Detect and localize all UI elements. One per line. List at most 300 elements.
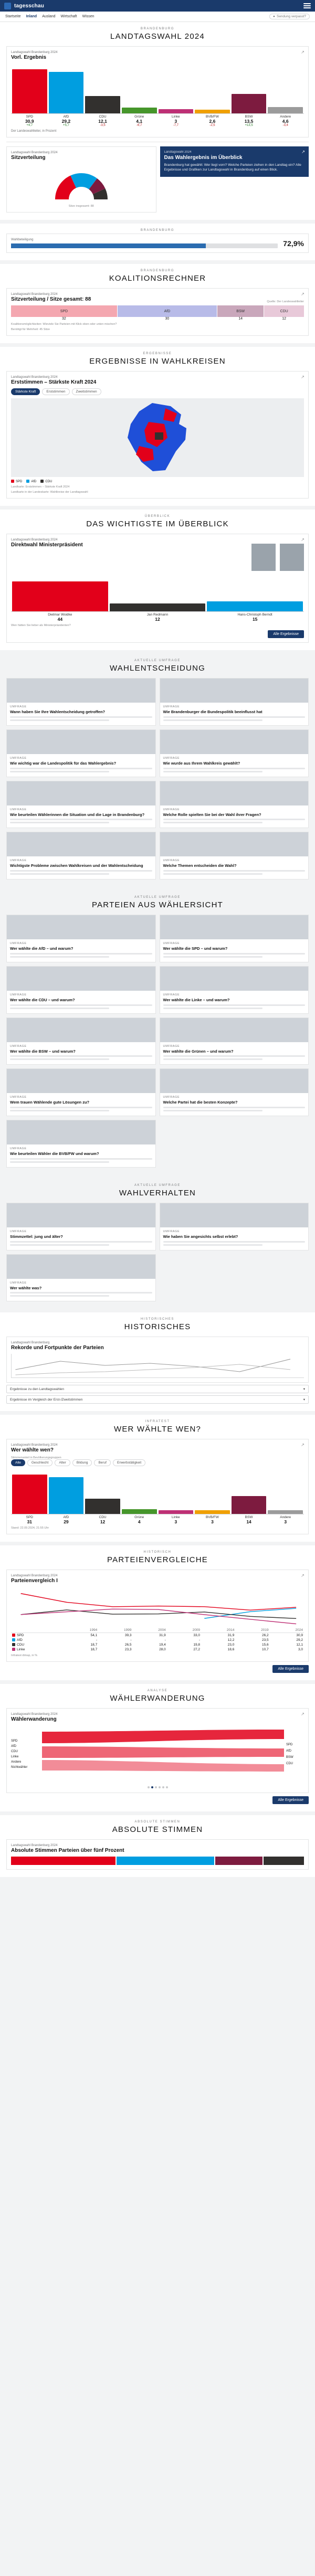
historic-eyebrow: Landtagswahl Brandenburg [11, 1341, 50, 1345]
row-party: SPD [11, 1633, 64, 1638]
teaser-card[interactable] [160, 1203, 309, 1250]
comparison-share-icon[interactable]: ↗ [301, 1573, 304, 1578]
historic-title: HISTORISCHES [124, 1322, 191, 1332]
overview-kicker: ÜBERBLICK [144, 515, 171, 518]
result-card [6, 46, 309, 137]
teaser-image [7, 1120, 155, 1144]
whovoted-card [6, 1439, 309, 1534]
party-value: 3 [174, 1519, 177, 1525]
hero-lower-row [6, 146, 309, 213]
bar-column [232, 1469, 267, 1514]
teaser-kicker: UMFRAGE [10, 808, 27, 811]
pagination-dot[interactable] [151, 1786, 153, 1788]
districts-share-icon[interactable]: ↗ [301, 375, 304, 379]
comparison-all-results-button[interactable]: Alle Ergebnisse [272, 1665, 309, 1673]
historic-select-2-label: Ergebnisse im Vergleich der Erst-/Zweitstimmen [10, 1397, 83, 1402]
teaser-skeleton [10, 719, 109, 721]
share-icon[interactable]: ↗ [301, 50, 304, 55]
teaser-image [7, 1018, 155, 1042]
party-value: 3 [211, 1519, 214, 1525]
absolute-section [0, 1815, 315, 1877]
table-cell: 54,1 [90, 1634, 98, 1638]
teaser-skeleton [10, 1244, 109, 1246]
pagination-dot[interactable] [159, 1786, 161, 1788]
migration-source-label: AfD [11, 1745, 17, 1748]
bar-bvb/fw [195, 1510, 230, 1514]
tab-erwerbstätigkeit[interactable]: Erwerbstätigkeit [113, 1459, 145, 1466]
migration-target-label: CDU [286, 1762, 293, 1766]
teaser-image [160, 832, 309, 856]
coalition-share-icon[interactable]: ↗ [301, 292, 304, 296]
teaser-card[interactable] [6, 966, 156, 1014]
party-name: Linke [172, 115, 180, 119]
tab-erststimmen[interactable]: Erststimmen [42, 388, 69, 395]
bar-label [159, 1515, 194, 1524]
teaser-kicker: UMFRAGE [10, 1147, 27, 1150]
nav-item-wirtschaft[interactable]: Wirtschaft [60, 15, 77, 18]
decision-section [0, 654, 315, 887]
behaviour-section [0, 1179, 315, 1309]
teaser-title: Wann haben Sie Ihre Wahlentscheidung getroffen? [10, 709, 106, 714]
party-name: BVB/FW [205, 115, 219, 119]
teaser-skeleton [10, 1295, 109, 1297]
teaser-skeleton [10, 956, 109, 958]
column-header: 1994 [64, 1628, 98, 1633]
table-cell: 12,1 [296, 1643, 303, 1647]
minister-label [110, 613, 206, 622]
teaser-skeleton [163, 1107, 306, 1108]
hero-title: LANDTAGSWAHL 2024 [110, 32, 205, 41]
table-cell: 12,2 [227, 1638, 235, 1642]
tab-geschlecht[interactable]: Geschlecht [27, 1459, 53, 1466]
teaser-card[interactable] [160, 966, 309, 1014]
bar-label [268, 1515, 303, 1524]
teaser-kicker: UMFRAGE [10, 756, 27, 760]
bar-column [268, 63, 303, 113]
absolute-seg-bsw [215, 1857, 262, 1865]
party-name: BVB/FW [205, 1515, 219, 1520]
historic-select-1[interactable] [6, 1385, 309, 1393]
districts-title: ERGEBNISSE IN WAHLKREISEN [89, 357, 226, 366]
teaser-card[interactable] [6, 678, 156, 726]
decision-teaser-grid [6, 678, 309, 879]
coalition-seat-bar[interactable] [11, 305, 304, 317]
bar-column [159, 1469, 194, 1514]
bar-column [195, 1469, 230, 1514]
teaser-title: Wer wählte was? [10, 1285, 42, 1290]
search-icon: ● [273, 15, 275, 18]
teaser-skeleton [163, 768, 306, 769]
teaser-kicker: UMFRAGE [10, 993, 27, 997]
teaser-image [160, 967, 309, 991]
table-cell: 26,2 [261, 1634, 269, 1638]
table-row [11, 1638, 304, 1642]
teaser-skeleton [163, 1008, 262, 1009]
teaser-image [160, 730, 309, 754]
pagination-dot[interactable] [166, 1786, 168, 1788]
result-card-eyebrow: Landtagswahl Brandenburg 2024 [11, 51, 58, 54]
bar-label [12, 115, 47, 127]
table-cell: 29,2 [296, 1638, 303, 1642]
bar-label [159, 115, 194, 127]
coalition-seat-count: 32 [62, 317, 66, 321]
teaser-skeleton [10, 870, 152, 872]
teaser-kicker: UMFRAGE [163, 993, 180, 997]
minister-eyebrow: Landtagswahl Brandenburg 2024 [11, 538, 58, 542]
nav-item-startseite[interactable]: Startseite [5, 15, 21, 18]
migration-target-label: AfD [286, 1750, 292, 1753]
teaser-title: Wichtigste Probleme zwischen Wahlkreisen und der Wahlentscheidung [10, 863, 143, 868]
party-value: 30,9 [25, 119, 34, 124]
migration-source-label: SPD [11, 1740, 18, 1743]
teaser-kicker: UMFRAGE [10, 1096, 27, 1099]
bar-label [232, 115, 267, 127]
teaser-title: Wie Brandenburger die Bundespolitik beeinflusst hat [163, 709, 262, 714]
party-value: 13,5 [244, 119, 254, 124]
teaser-kicker: UMFRAGE [10, 1229, 27, 1233]
migration-head: Wählerwanderung [11, 1716, 57, 1723]
legend-item-cdu: CDU [40, 480, 52, 483]
bar-column [49, 1469, 84, 1514]
teaser-title: Welche Rolle spielten Sie bei der Wahl ihrer Fragen? [163, 812, 261, 817]
teaser-card[interactable] [160, 832, 309, 879]
teaser-skeleton [163, 771, 262, 772]
legend-swatch [40, 480, 44, 483]
teaser-card[interactable] [6, 1254, 156, 1302]
teaser-image [160, 781, 309, 805]
table-cell: 31,9 [227, 1634, 235, 1638]
teaser-skeleton [163, 719, 262, 721]
table-cell: 18,6 [227, 1648, 235, 1652]
legend-swatch [26, 480, 29, 483]
teaser-skeleton [163, 1244, 262, 1246]
table-row [11, 1642, 304, 1647]
migration-pagination-dots[interactable] [11, 1786, 304, 1788]
teaser-skeleton [163, 1055, 306, 1057]
coalition-kicker: BRANDENBURG [140, 269, 175, 272]
teaser-image [7, 1069, 155, 1093]
party-swatch [12, 1643, 15, 1646]
legend-item-spd: SPD [11, 480, 22, 483]
teaser-card[interactable] [6, 1068, 156, 1116]
donut-eyebrow: Landtagswahl Brandenburg 2024 [11, 151, 58, 154]
teaser-skeleton [163, 956, 262, 958]
teaser-skeleton [10, 1158, 152, 1160]
coalition-title: KOALITIONSRECHNER [109, 274, 206, 283]
bar-label [195, 115, 230, 127]
teaser-kicker: UMFRAGE [10, 1281, 27, 1285]
migration-source-label: CDU [11, 1750, 18, 1754]
table-cell: - [130, 1638, 132, 1642]
districts-eyebrow: Landtagswahl Brandenburg 2024 [11, 376, 58, 379]
hero-section [0, 22, 315, 220]
teaser-card[interactable] [6, 781, 156, 829]
line-series-spd [21, 1594, 297, 1610]
party-delta: -3,5 [100, 124, 106, 127]
bar-label [122, 1515, 157, 1524]
candidate-photo-redmann [251, 544, 276, 571]
teaser-title: Wie wichtig war die Landespolitik für das Wahlergebnis? [10, 760, 117, 766]
teaser-skeleton [163, 873, 262, 875]
table-cell: 19,8 [193, 1643, 201, 1647]
coalition-seat-count: 12 [282, 317, 287, 321]
teaser-card[interactable] [160, 781, 309, 829]
coalition-segment-afd[interactable]: AfD [118, 305, 217, 317]
migration-sankey [11, 1725, 304, 1783]
pagination-dot[interactable] [148, 1786, 150, 1788]
bar-label [268, 115, 303, 127]
teaser-skeleton [10, 822, 109, 823]
minister-bar-chart [11, 574, 304, 612]
teaser-kicker: UMFRAGE [163, 808, 180, 811]
comparison-head: Parteienvergleich I [11, 1578, 58, 1584]
bar-column [122, 1469, 157, 1514]
nav-item-wissen[interactable]: Wissen [82, 15, 94, 18]
teaser-card[interactable] [6, 1017, 156, 1065]
teaser-kicker: UMFRAGE [163, 942, 180, 945]
result-bar-chart [11, 63, 304, 114]
historic-line-chart [11, 1354, 304, 1378]
bar-column [159, 63, 194, 113]
teaser-card[interactable] [6, 1120, 156, 1168]
bar-label [85, 115, 120, 127]
teaser-card[interactable] [160, 729, 309, 777]
teaser-title: Wie beurteilen Wählerinnen die Situation und die Lage in Brandenburg? [10, 812, 145, 817]
migration-right-labels [286, 1740, 304, 1768]
teaser-skeleton [10, 1055, 152, 1057]
candidate-photo-berndt [280, 544, 304, 571]
search-box[interactable] [269, 14, 310, 19]
party-delta: +5,7 [63, 124, 69, 127]
teaser-card[interactable] [160, 1068, 309, 1116]
teaser-title: Wer wählte die AfD – und warum? [10, 946, 74, 951]
teaser-skeleton [10, 1058, 109, 1060]
district-map[interactable] [11, 398, 304, 477]
turnout-card [6, 234, 309, 253]
migration-title: WÄHLERWANDERUNG [110, 1694, 205, 1703]
teaser-title: Stimmzettel: jung und älter? [10, 1234, 63, 1239]
tab-zweitstimmen[interactable]: Zweitstimmen [72, 388, 101, 395]
teaser-card[interactable] [6, 729, 156, 777]
teaser-skeleton [10, 716, 152, 718]
party-delta: -2,5 [209, 124, 215, 127]
districts-card [6, 371, 309, 499]
table-cell: 39,3 [124, 1634, 132, 1638]
coalition-segment-spd[interactable]: SPD [11, 305, 117, 317]
bar-label [12, 1515, 47, 1524]
whovoted-sub: Stimmenanteil in Bevölkerungsgruppen [11, 1456, 61, 1460]
legend-item-afd: AfD [26, 480, 36, 483]
districts-note: Landkarte in der Landeskarte: Wahlkreise der Landtagswahl [11, 491, 88, 494]
teaser-image [7, 915, 155, 939]
hamburger-menu-icon[interactable] [303, 3, 311, 8]
chevron-down-icon: ▾ [303, 1398, 305, 1402]
search-placeholder: Sendung verpasst? [276, 15, 306, 18]
absolute-bar [11, 1857, 304, 1865]
bar-label [232, 1515, 267, 1524]
teaser-kicker: UMFRAGE [163, 1229, 180, 1233]
teaser-title: Wer wählte die CDU – und warum? [10, 997, 75, 1002]
party-name: BSW [245, 1515, 253, 1520]
tab-alter[interactable]: Alter [55, 1459, 70, 1466]
minister-share-icon[interactable]: ↗ [301, 537, 304, 542]
migration-all-results-button[interactable]: Alle Ergebnisse [272, 1796, 309, 1804]
coalition-segment-cdu[interactable]: CDU [264, 305, 304, 317]
table-cell: 18,7 [90, 1643, 98, 1647]
bar-bvb/fw [195, 110, 230, 113]
table-cell: 19,4 [159, 1643, 166, 1647]
party-name: Linke [172, 1515, 180, 1520]
teaser-card[interactable] [160, 678, 309, 726]
teaser-kicker: UMFRAGE [163, 756, 180, 760]
teaser-image [7, 730, 155, 754]
tab-alle[interactable]: Alle [11, 1459, 25, 1466]
teaser-card[interactable] [160, 1017, 309, 1065]
coalition-head: Sitzverteilung / Sitze gesamt: 88 [11, 296, 91, 302]
column-header: 2004 [132, 1628, 166, 1633]
brandenburg-map-svg[interactable] [102, 401, 213, 474]
bar-column [12, 63, 47, 113]
historic-head: Rekorde und Fortpunkte der Parteien [11, 1345, 104, 1351]
table-row [11, 1647, 304, 1652]
promo-title: Das Wahlergebnis im Überblick [164, 155, 243, 161]
candidate-value: 44 [57, 617, 63, 622]
party-value: 4 [138, 1519, 141, 1525]
overview-section [0, 510, 315, 650]
parties-teaser-grid [6, 915, 309, 1168]
districts-section [0, 347, 315, 506]
seat-distribution-card [6, 146, 156, 213]
minister-card [6, 534, 309, 643]
teaser-card[interactable] [6, 1203, 156, 1250]
whovoted-footer: Stand: 22.09.2024, 21:55 Uhr [11, 1526, 49, 1530]
teaser-title: Wer wählte die Grünen – und warum? [163, 1048, 234, 1054]
teaser-title: Wer wählte die SPD – und warum? [163, 946, 228, 951]
minister-bar [110, 603, 206, 611]
party-name: Grüne [134, 115, 144, 119]
historic-select-2[interactable] [6, 1395, 309, 1404]
teaser-skeleton [163, 822, 262, 823]
bar-spd [12, 1475, 47, 1514]
coalition-seat-numbers [11, 317, 304, 321]
migration-card [6, 1708, 309, 1793]
migration-share-icon[interactable]: ↗ [301, 1712, 304, 1717]
tab-bildung[interactable]: Bildung [72, 1459, 92, 1466]
party-name: BSW [245, 115, 253, 119]
teaser-skeleton [10, 1292, 152, 1294]
teaser-image [160, 915, 309, 939]
teaser-skeleton [10, 1004, 152, 1006]
coalition-footer: Benötigt für Mehrheit: 45 Sitze [11, 328, 50, 331]
overview-title: DAS WICHTIGSTE IM ÜBERBLICK [86, 520, 229, 528]
nav-item-ausland[interactable]: Ausland [42, 15, 56, 18]
teaser-title: Wer wählte die Linke – und warum? [163, 997, 230, 1002]
behaviour-teaser-grid [6, 1203, 309, 1302]
historic-chart-svg [12, 1354, 304, 1378]
absolute-card [6, 1839, 309, 1870]
teaser-card[interactable] [6, 832, 156, 879]
migration-source-label: Linke [11, 1755, 19, 1759]
absolute-seg-spd [11, 1857, 116, 1865]
tagesschau-logo-icon[interactable] [4, 3, 11, 9]
teaser-image [7, 1203, 155, 1227]
table-cell: 23,3 [124, 1648, 132, 1652]
parties-title: PARTEIEN AUS WÄHLERSICHT [92, 900, 223, 909]
party-delta: +13,5 [245, 124, 253, 127]
turnout-progress [11, 243, 278, 248]
result-bar-labels [11, 114, 304, 127]
bar-column [195, 63, 230, 113]
teaser-skeleton [163, 1241, 306, 1243]
table-cell: 27,2 [193, 1648, 201, 1652]
teaser-image [7, 832, 155, 856]
teaser-skeleton [10, 768, 152, 769]
minister-bar-column [110, 574, 206, 611]
promo-share-icon[interactable]: ↗ [301, 150, 305, 154]
teaser-kicker: UMFRAGE [163, 705, 180, 708]
row-party: Linke [11, 1647, 64, 1652]
chevron-down-icon: ▾ [303, 1387, 305, 1392]
minister-all-results-button[interactable]: Alle Ergebnisse [268, 630, 304, 638]
column-header: 2019 [235, 1628, 269, 1633]
teaser-image [160, 1018, 309, 1042]
historic-card [6, 1337, 309, 1383]
bar-label [49, 1515, 84, 1524]
party-delta: -7,7 [173, 124, 178, 127]
table-cell: 23,0 [227, 1643, 235, 1647]
party-delta: -3,4 [282, 124, 288, 127]
bar-andere [268, 107, 303, 113]
migration-source-label: Nichtwähler [11, 1766, 28, 1769]
comparison-section [0, 1545, 315, 1680]
candidate-value: 12 [155, 617, 160, 622]
teaser-card[interactable] [160, 915, 309, 962]
tab-stärkste-kraft[interactable]: Stärkste Kraft [11, 388, 40, 395]
coalition-segment-bsw[interactable]: BSW [217, 305, 264, 317]
bar-label [49, 115, 84, 127]
teaser-card[interactable] [6, 915, 156, 962]
teaser-image [7, 679, 155, 703]
teaser-skeleton [163, 1058, 262, 1060]
teaser-title: Wer wählte die BSW – und warum? [10, 1048, 76, 1054]
migration-flows [42, 1725, 284, 1783]
minister-head: Direktwahl Ministerpräsident [11, 542, 83, 548]
bar-label [122, 115, 157, 127]
teaser-skeleton [10, 1110, 109, 1111]
comparison-line-chart [11, 1587, 304, 1628]
overview-promo[interactable] [160, 146, 309, 177]
tab-beruf[interactable]: Beruf [94, 1459, 111, 1466]
seat-donut-chart [52, 164, 111, 203]
teaser-skeleton [10, 953, 152, 955]
pagination-dot[interactable] [162, 1786, 164, 1788]
teaser-title: Wem trauen Wählende gute Lösungen zu? [10, 1100, 90, 1105]
pagination-dot[interactable] [155, 1786, 157, 1788]
column-header: 2024 [270, 1628, 304, 1633]
nav-item-inland[interactable]: Inland [26, 15, 37, 18]
brand-title[interactable]: tagesschau [14, 3, 45, 9]
table-cell: - [164, 1638, 166, 1642]
bar-spd [12, 69, 47, 113]
historic-select-1-label: Ergebnisse zu den Landtagswahlen [10, 1387, 64, 1391]
whovoted-section [0, 1415, 315, 1542]
teaser-skeleton [163, 870, 306, 872]
party-swatch [12, 1634, 15, 1637]
donut-title: Sitzverteilung [11, 155, 46, 161]
party-value: 12,1 [98, 119, 107, 124]
bar-bsw [232, 94, 267, 113]
whovoted-share-icon[interactable]: ↗ [301, 1443, 304, 1448]
